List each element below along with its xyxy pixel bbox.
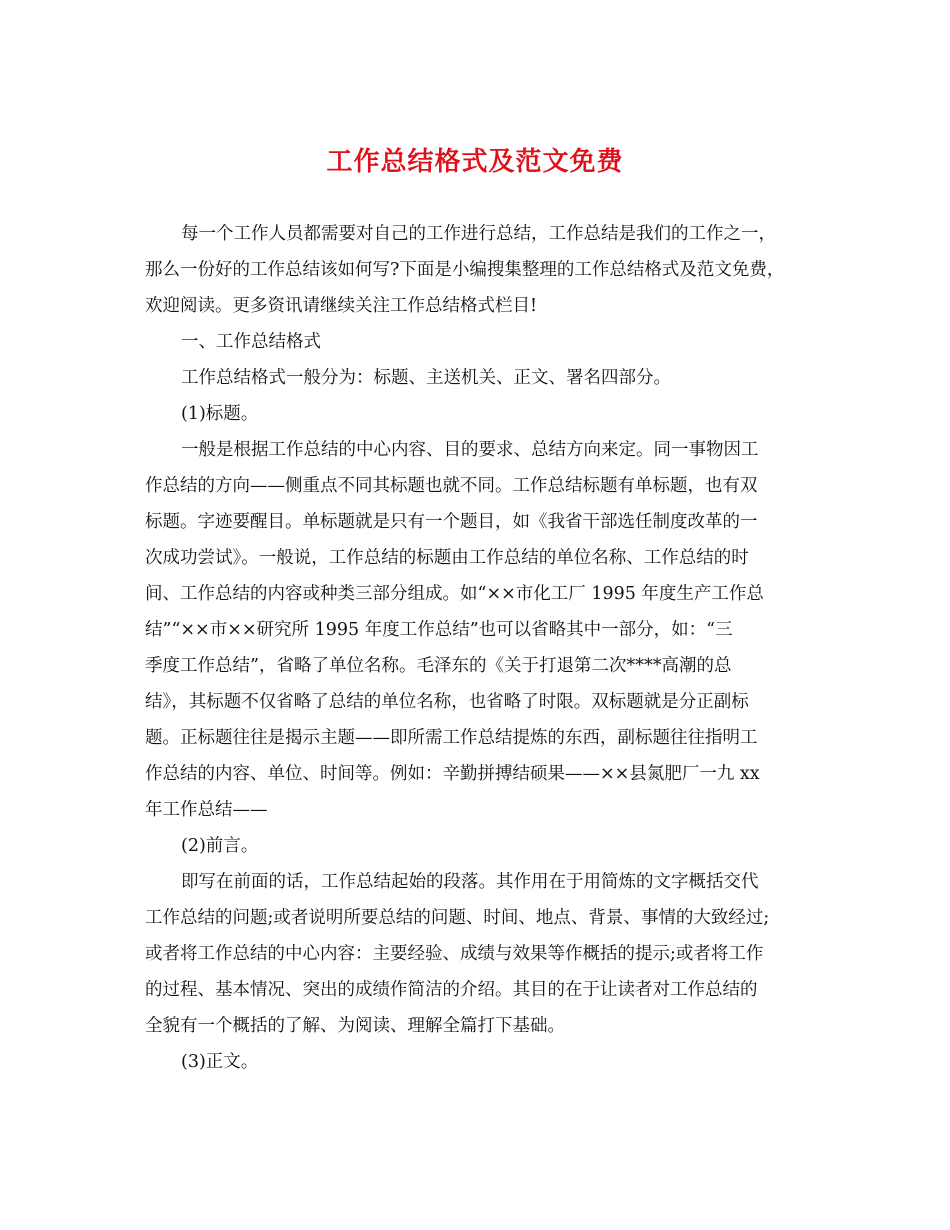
text-line-8: 作总结的方向——侧重点不同其标题也就不同。工作总结标题有单标题，也有双	[145, 476, 758, 496]
text-line-23: 全貌有一个概括的了解、为阅读、理解全篇打下基础。	[145, 1016, 565, 1036]
text-line-5: 工作总结格式一般分为：标题、主送机关、正文、署名四部分。	[181, 368, 671, 388]
subheading-body: (3)正文。	[181, 1052, 259, 1072]
text-line-17: 年工作总结——	[145, 800, 268, 820]
text-line-15: 题。正标题往往是揭示主题——即所需工作总结提炼的东西，副标题往往指明工	[145, 728, 758, 748]
text-line-7: 一般是根据工作总结的中心内容、目的要求、总结方向来定。同一事物因工	[181, 440, 759, 460]
subheading-title: (1)标题。	[181, 404, 259, 424]
text-line-3: 欢迎阅读。更多资讯请继续关注工作总结格式栏目!	[145, 296, 538, 316]
text-line-10: 次成功尝试》。一般说，工作总结的标题由工作总结的单位名称、工作总结的时	[145, 548, 749, 568]
section-heading: 一、工作总结格式	[181, 332, 321, 352]
document-body	[145, 216, 817, 1080]
text-line-1: 每一个工作人员都需要对自己的工作进行总结，工作总结是我们的工作之一，	[181, 224, 776, 244]
text-line-14: 结》，其标题不仅省略了总结的单位名称，也省略了时限。双标题就是分正副标	[145, 692, 749, 712]
text-line-21: 或者将工作总结的中心内容：主要经验、成绩与效果等作概括的提示;或者将工作	[145, 944, 764, 964]
text-line-13: 季度工作总结”，省略了单位名称。毛泽东的《关于打退第二次****高潮的总	[145, 656, 732, 676]
document-title: 工作总结格式及范文免费	[326, 147, 624, 177]
text-line-16: 作总结的内容、单位、时间等。例如：辛勤拼搏结硕果——××县氮肥厂一九 xx	[145, 764, 760, 784]
text-line-11: 间、工作总结的内容或种类三部分组成。如“××市化工厂 1995 年度生产工作总	[145, 584, 764, 604]
subheading-preface: (2)前言。	[181, 836, 259, 856]
text-line-2: 那么一份好的工作总结该如何写?下面是小编搜集整理的工作总结格式及范文免费，	[145, 260, 785, 280]
text-line-19: 即写在前面的话，工作总结起始的段落。其作用在于用简炼的文字概括交代	[181, 872, 759, 892]
text-line-9: 标题。字迹要醒目。单标题就是只有一个题目，如《我省干部选任制度改革的一	[145, 512, 758, 532]
text-line-12: 结”“××市××研究所 1995 年度工作总结”也可以省略其中一部分，如：“三	[145, 620, 733, 640]
text-line-22: 的过程、基本情况、突出的成绩作简洁的介绍。其目的在于让读者对工作总结的	[145, 980, 758, 1000]
text-line-20: 工作总结的问题;或者说明所要总结的问题、时间、地点、背景、事情的大致经过;	[145, 908, 770, 928]
